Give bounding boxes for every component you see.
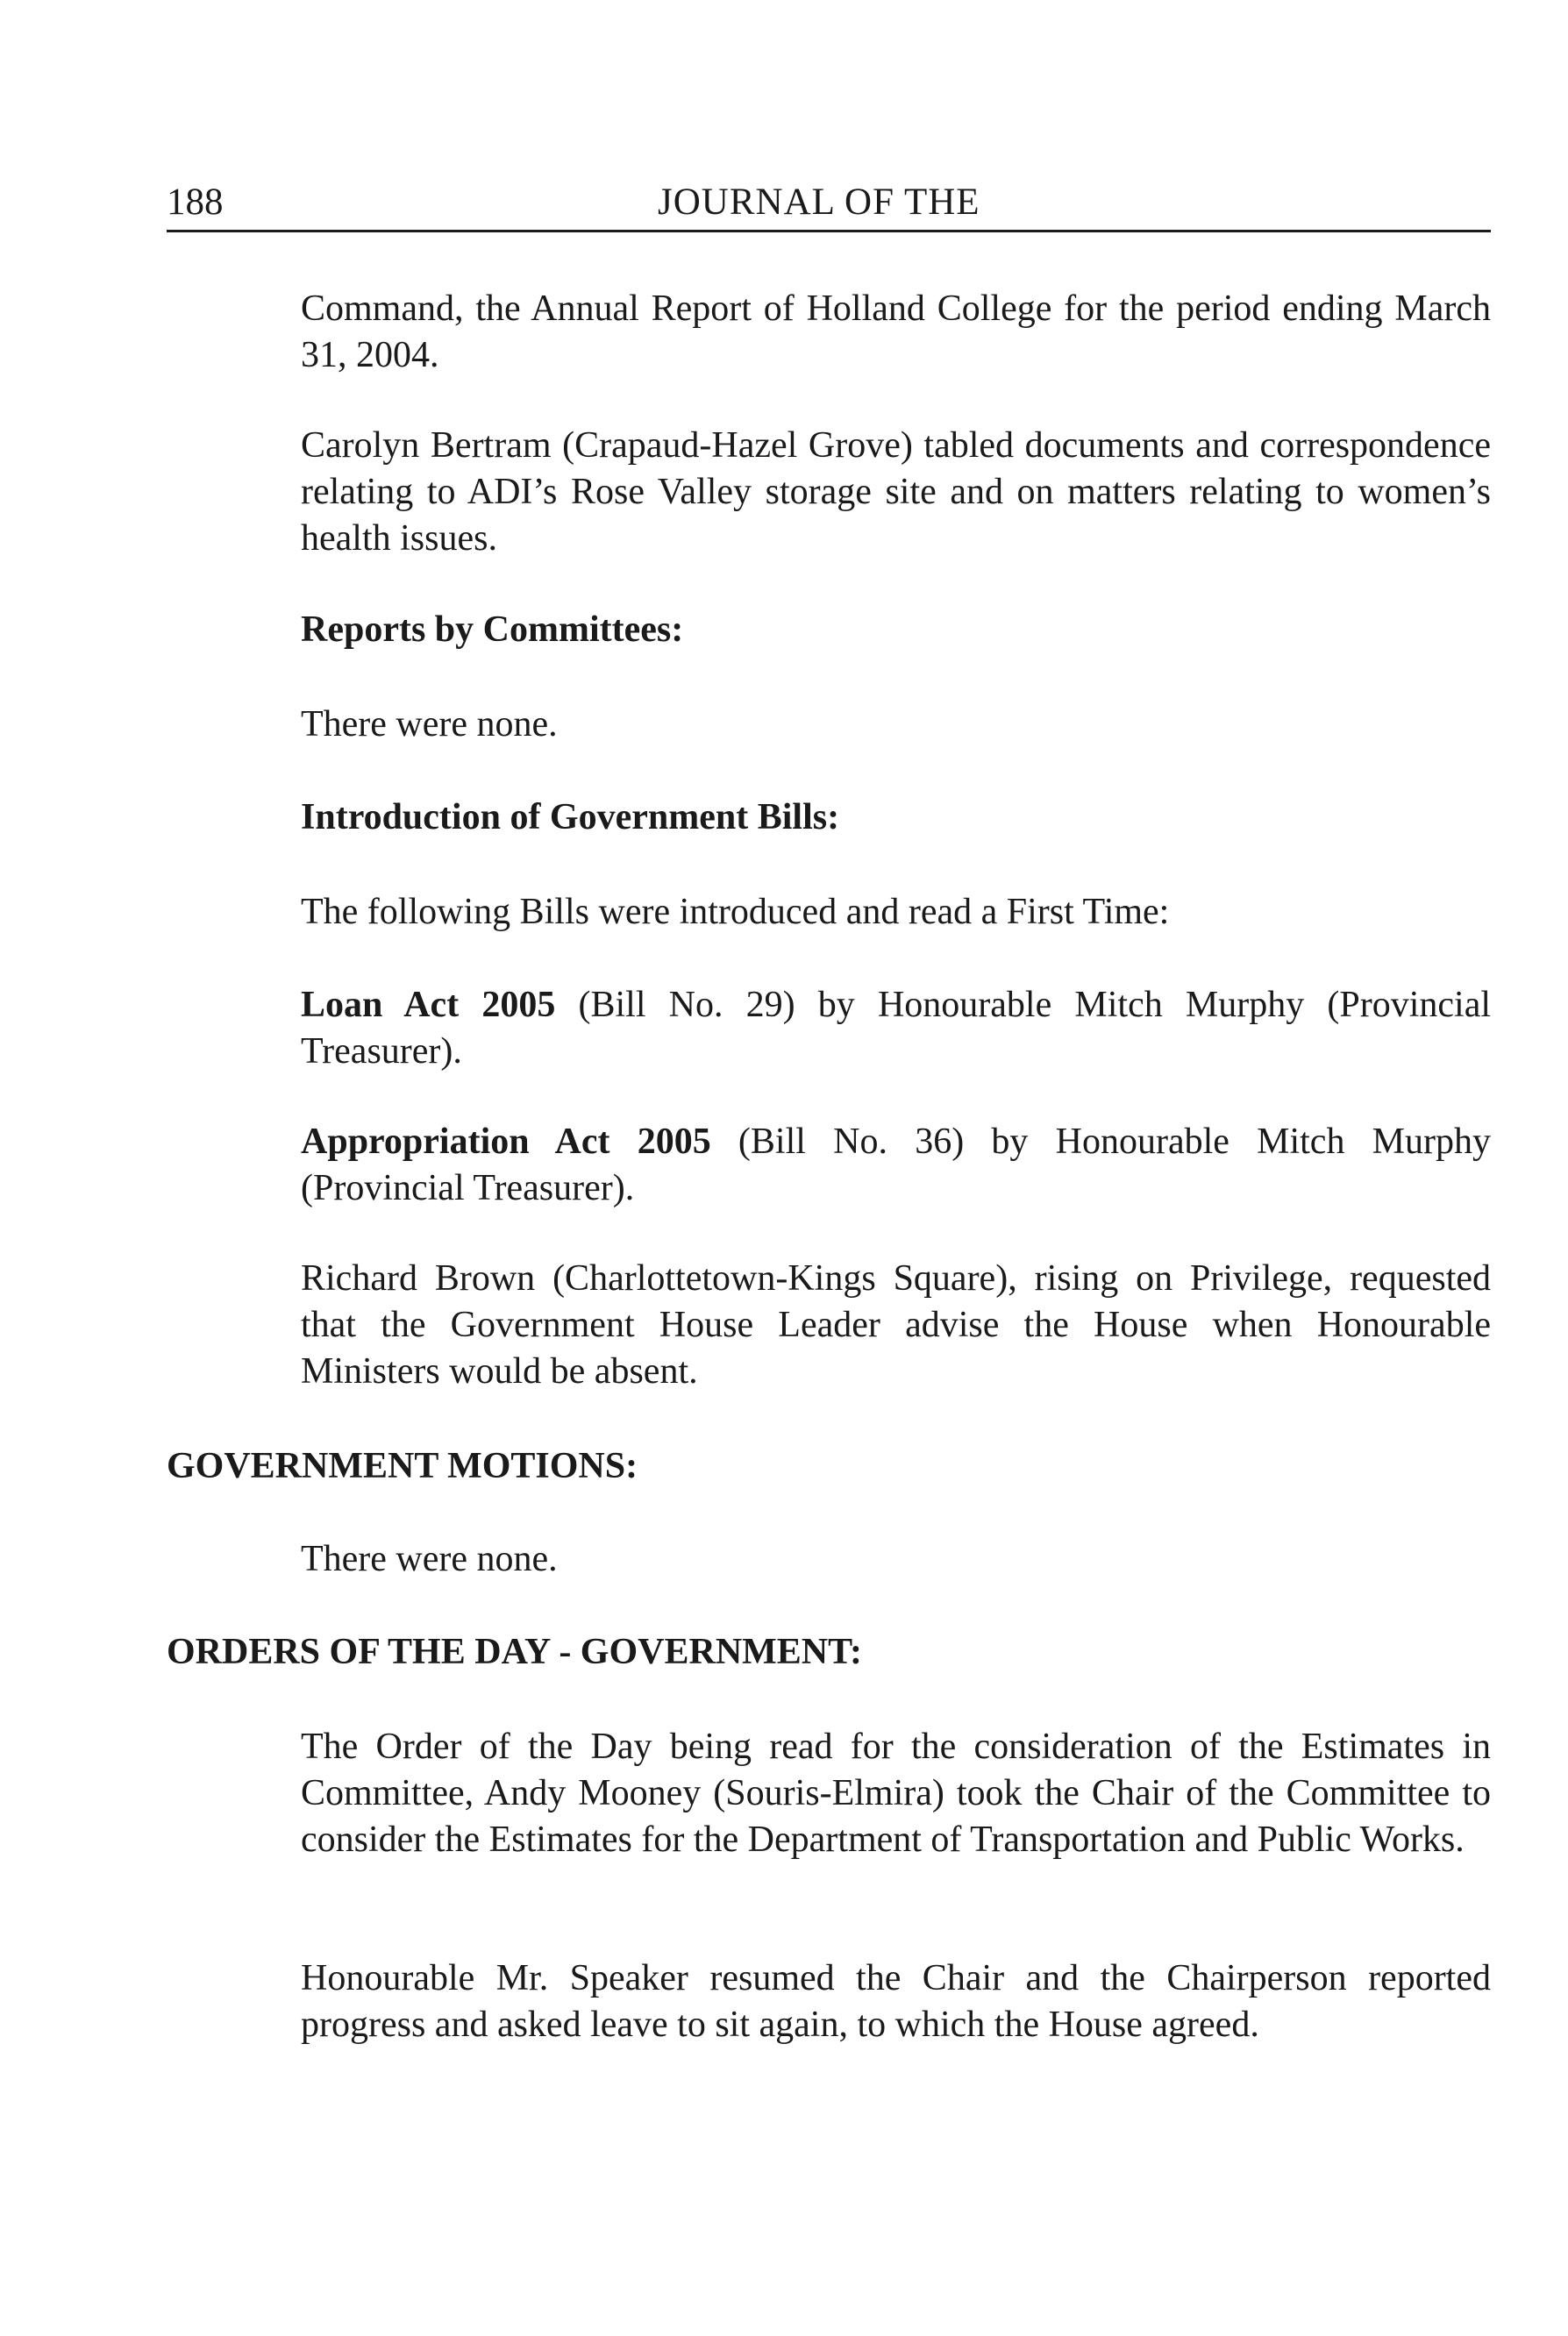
bill-entry-appropriation-act bbox=[301, 1119, 1491, 1212]
paragraph-estimates-committee: The Order of the Day being read for the consideration of the Estimates in Committee, Andy Mooney (Souris-Elmira) took the Chair of the Committee to consider the Estimates for the Department of Transportation and Public Works. bbox=[301, 1727, 1491, 1860]
bills-intro-text: The following Bills were introduced and read a First Time: bbox=[301, 892, 1170, 932]
paragraph-annual-report: Command, the Annual Report of Holland College for the period ending March 31, 2004. bbox=[301, 288, 1491, 375]
heading-government-motions: GOVERNMENT MOTIONS: bbox=[167, 1446, 638, 1486]
bill-title: Loan Act 2005 bbox=[301, 985, 556, 1025]
paragraph-tabled-documents: Carolyn Bertram (Crapaud-Hazel Grove) tabled documents and correspondence relating to ADI’s Rose Valley storage site and on matters relating to women’s health issues. bbox=[301, 425, 1491, 559]
bill-details: (Bill No. 36) by Honourable Mitch Murphy (Provincial Treasurer). bbox=[301, 1122, 1491, 1208]
heading-introduction-of-government-bills: Introduction of Government Bills: bbox=[301, 797, 840, 837]
paragraph-privilege: Richard Brown (Charlottetown-Kings Square), rising on Privilege, requested that the Government House Leader advise the House when Honourable Ministers would be absent. bbox=[301, 1258, 1491, 1392]
government-motions-none-text: There were none. bbox=[301, 1539, 558, 1579]
bill-details: (Bill No. 29) by Honourable Mitch Murphy (Provincial Treasurer). bbox=[301, 985, 1492, 1072]
bill-title: Appropriation Act 2005 bbox=[301, 1122, 711, 1162]
heading-reports-by-committees: Reports by Committees: bbox=[301, 609, 684, 650]
paragraph-speaker-resumed: Honourable Mr. Speaker resumed the Chair and the Chairperson reported progress and asked leave to sit again, to which the House agreed. bbox=[301, 1958, 1491, 2045]
heading-orders-of-the-day: ORDERS OF THE DAY - GOVERNMENT: bbox=[167, 1632, 863, 1672]
bill-entry-loan-act bbox=[301, 982, 1491, 1075]
page-number: 188 bbox=[167, 182, 224, 223]
running-head: JOURNAL OF THE bbox=[658, 182, 980, 223]
reports-none-text: There were none. bbox=[301, 704, 558, 744]
page-header bbox=[167, 181, 1491, 232]
